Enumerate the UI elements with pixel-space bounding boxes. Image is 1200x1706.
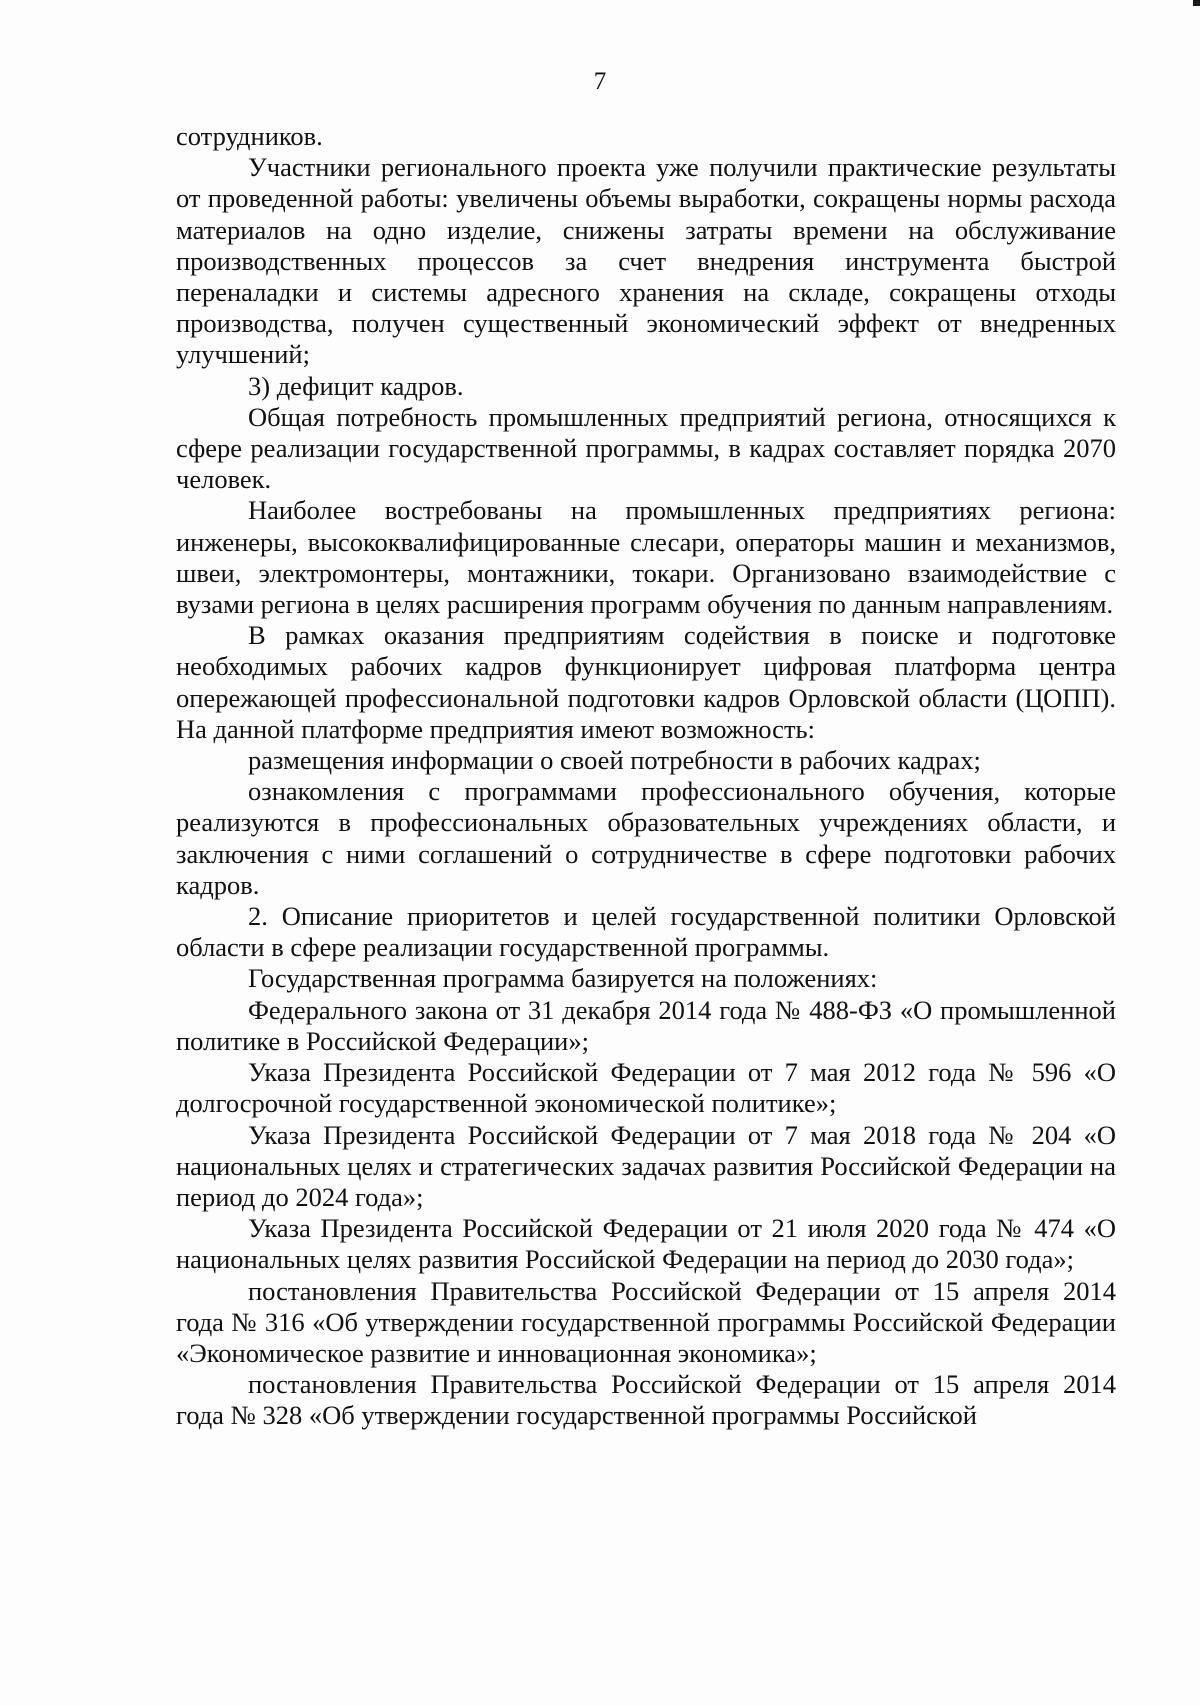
paragraph-in-demand-professions: Наиболее востребованы на промышленных предприятиях региона: инженеры, высококвалифицированные слесари, операторы машин и механизмов, швеи, электромонтеры, монтажники, токари. Организовано взаимодействие с вузами региона в целях расширения программ обучения по данным направлениям. — [176, 495, 1116, 620]
paragraph-program-basis: Государственная программа базируется на положениях: — [248, 963, 878, 994]
paragraph-federal-law-488: Федерального закона от 31 декабря 2014 года № 488-ФЗ «О промышленной политике в Российской Федерации»; — [176, 994, 1116, 1056]
paragraph-staff-shortage-heading: 3) дефицит кадров. — [248, 370, 464, 401]
paragraph-decree-204: Указа Президента Российской Федерации от 7 мая 2018 года № 204 «О национальных целях и стратегических задачах развития Российской Федерации на период до 2024 года»; — [176, 1119, 1116, 1212]
paragraph-continuation: сотрудников. — [176, 121, 323, 151]
paragraph-copp-platform: В рамках оказания предприятиям содействия в поиске и подготовке необходимых рабочих кадров функционирует цифровая платформа центра опережающей профессиональной подготовки кадров Орловской области (ЦОПП). На данной платформе предприятия имеют возможность: — [176, 620, 1116, 744]
paragraph-platform-option-2: ознакомления с программами профессионального обучения, которые реализуются в профессиональных образовательных учреждениях области, и заключения с ними соглашений о сотрудничестве в сфере подготовки рабочих кадров. — [176, 776, 1116, 900]
paragraph-decree-474: Указа Президента Российской Федерации от 21 июля 2020 года № 474 «О национальных целях развития Российской Федерации на период до 2030 года»; — [176, 1213, 1116, 1275]
page-number: 7 — [593, 68, 607, 95]
paragraph-project-results: Участники регионального проекта уже получили практические результаты от проведенной работы: увеличены объемы выработки, сокращены нормы расхода материалов на одно изделие, снижены затраты времени на обслуживание производственных процессов за счет внедрения инструмента быстрой переналадки и системы адресного хранения на складе, сокращены отходы производства, получен существенный экономический эффект от внедренных улучшений; — [176, 152, 1116, 370]
paragraph-resolution-328: постановления Правительства Российской Федерации от 15 апреля 2014 года № 328 «Об утверждении государственной программы Российской — [176, 1369, 1116, 1431]
paragraph-resolution-316: постановления Правительства Российской Федерации от 15 апреля 2014 года № 316 «Об утверждении государственной программы Российской Федерации «Экономическое развитие и инновационная экономика»; — [176, 1275, 1116, 1368]
paragraph-staff-demand: Общая потребность промышленных предприятий региона, относящихся к сфере реализации государственной программы, в кадрах составляет порядка 2070 человек. — [176, 401, 1116, 495]
paragraph-decree-596: Указа Президента Российской Федерации от 7 мая 2012 года № 596 «О долгосрочной государственной экономической политике»; — [176, 1057, 1116, 1119]
scan-edge-mark — [1193, 0, 1200, 6]
paragraph-section-2-heading: 2. Описание приоритетов и целей государственной политики Орловской области в сфере реализации государственной программы. — [176, 901, 1116, 963]
document-body — [176, 121, 1116, 1432]
paragraph-platform-option-1: размещения информации о своей потребности в рабочих кадрах; — [248, 745, 981, 776]
